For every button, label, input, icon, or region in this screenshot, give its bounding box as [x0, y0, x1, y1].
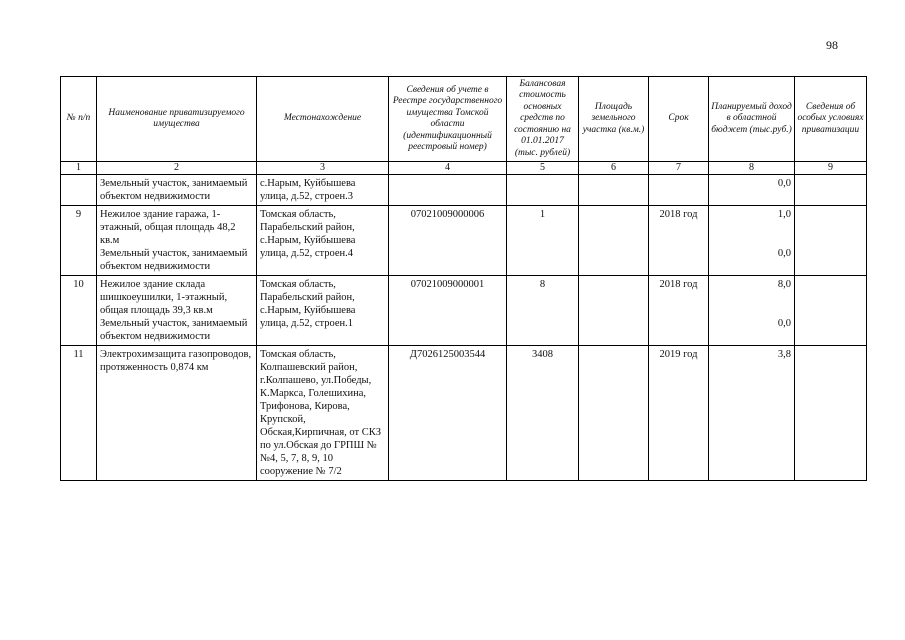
- header-cell: Площадь земельного участка (кв.м.): [579, 77, 649, 162]
- privatization-table: [60, 76, 867, 481]
- property-name: [97, 175, 257, 206]
- table-header-row: [61, 77, 867, 162]
- table-row: [61, 346, 867, 481]
- table-row: [61, 276, 867, 346]
- land-plot-name: Земельный участок, занимаемый объектом недвижимости: [100, 318, 248, 342]
- special-conditions: [795, 346, 867, 481]
- registry-number: [389, 175, 507, 206]
- property-location: Томская область, Колпашевский район, г.Колпашево, ул.Победы, К.Маркса, Голешихина, Трифонова, Кирова, Крупской, Обская,Кирпичная, от СКЗ по ул.Обская до ГРПШ №№4, 5, 7, 8, 9, 10 сооружение № 7/2: [257, 346, 389, 481]
- balance-value: [507, 175, 579, 206]
- header-cell: Планируемый доход в областной бюджет (тыс.руб.): [709, 77, 795, 162]
- column-number: 7: [649, 162, 709, 175]
- page-number: 98: [826, 38, 838, 52]
- property-name: [97, 346, 257, 481]
- property-name-text: Электрохимзащита газопроводов, протяженность 0,874 км: [100, 349, 252, 373]
- property-location: с.Нарым, Куйбышева улица, д.52, строен.3: [257, 175, 389, 206]
- planned-income: 0,0: [709, 175, 795, 206]
- balance-value: 8: [507, 276, 579, 346]
- column-number: 9: [795, 162, 867, 175]
- property-name-text: Нежилое здание гаража, 1-этажный, общая площадь 48,2 кв.м: [100, 209, 236, 246]
- header-cell: Сведения об учете в Реестре государственного имущества Томской области (идентификационный реестровый номер): [389, 77, 507, 162]
- planned-income-land: 0,0: [777, 248, 791, 259]
- property-location: Томская область, Парабельский район, с.Нарым, Куйбышева улица, д.52, строен.4: [257, 206, 389, 276]
- balance-value: 1: [507, 206, 579, 276]
- property-name: [97, 276, 257, 346]
- registry-number: 07021009000006: [389, 206, 507, 276]
- registry-number: 07021009000001: [389, 276, 507, 346]
- registry-number: Д7026125003544: [389, 346, 507, 481]
- planned-income-building: 8,0: [777, 279, 791, 290]
- property-name-text: Нежилое здание склада шишкоеушилки, 1-этажный, общая площадь 39,3 кв.м: [100, 279, 228, 316]
- special-conditions: [795, 276, 867, 346]
- column-number-row: [61, 162, 867, 175]
- land-area: [579, 206, 649, 276]
- planned-income-land: 0,0: [777, 318, 791, 329]
- land-area: [579, 175, 649, 206]
- land-area: [579, 346, 649, 481]
- planned-income: 3,8: [709, 346, 795, 481]
- header-cell: Местонахождение: [257, 77, 389, 162]
- table-row: [61, 206, 867, 276]
- column-number: 3: [257, 162, 389, 175]
- row-number: 11: [61, 346, 97, 481]
- privatization-term: 2018 год: [649, 276, 709, 346]
- privatization-term: 2018 год: [649, 206, 709, 276]
- property-name: [97, 206, 257, 276]
- property-location: Томская область, Парабельский район, с.Нарым, Куйбышева улица, д.52, строен.1: [257, 276, 389, 346]
- row-number: 10: [61, 276, 97, 346]
- column-number: 8: [709, 162, 795, 175]
- special-conditions: [795, 206, 867, 276]
- header-cell: Наименование приватизируемого имущества: [97, 77, 257, 162]
- column-number: 4: [389, 162, 507, 175]
- header-cell: № п/п: [61, 77, 97, 162]
- row-number: [61, 175, 97, 206]
- column-number: 5: [507, 162, 579, 175]
- planned-income: [709, 206, 795, 276]
- special-conditions: [795, 175, 867, 206]
- planned-income: [709, 276, 795, 346]
- row-number: 9: [61, 206, 97, 276]
- column-number: 2: [97, 162, 257, 175]
- column-number: 6: [579, 162, 649, 175]
- property-name-text: Земельный участок, занимаемый объектом недвижимости: [100, 178, 248, 202]
- table-row: [61, 175, 867, 206]
- land-area: [579, 276, 649, 346]
- planned-income-building: 1,0: [777, 209, 791, 220]
- header-cell: Балансовая стоимость основных средств по состоянию на 01.01.2017 (тыс. рублей): [507, 77, 579, 162]
- privatization-term: [649, 175, 709, 206]
- header-cell: Срок: [649, 77, 709, 162]
- privatization-term: 2019 год: [649, 346, 709, 481]
- land-plot-name: Земельный участок, занимаемый объектом недвижимости: [100, 248, 248, 272]
- column-number: 1: [61, 162, 97, 175]
- balance-value: 3408: [507, 346, 579, 481]
- header-cell: Сведения об особых условиях приватизации: [795, 77, 867, 162]
